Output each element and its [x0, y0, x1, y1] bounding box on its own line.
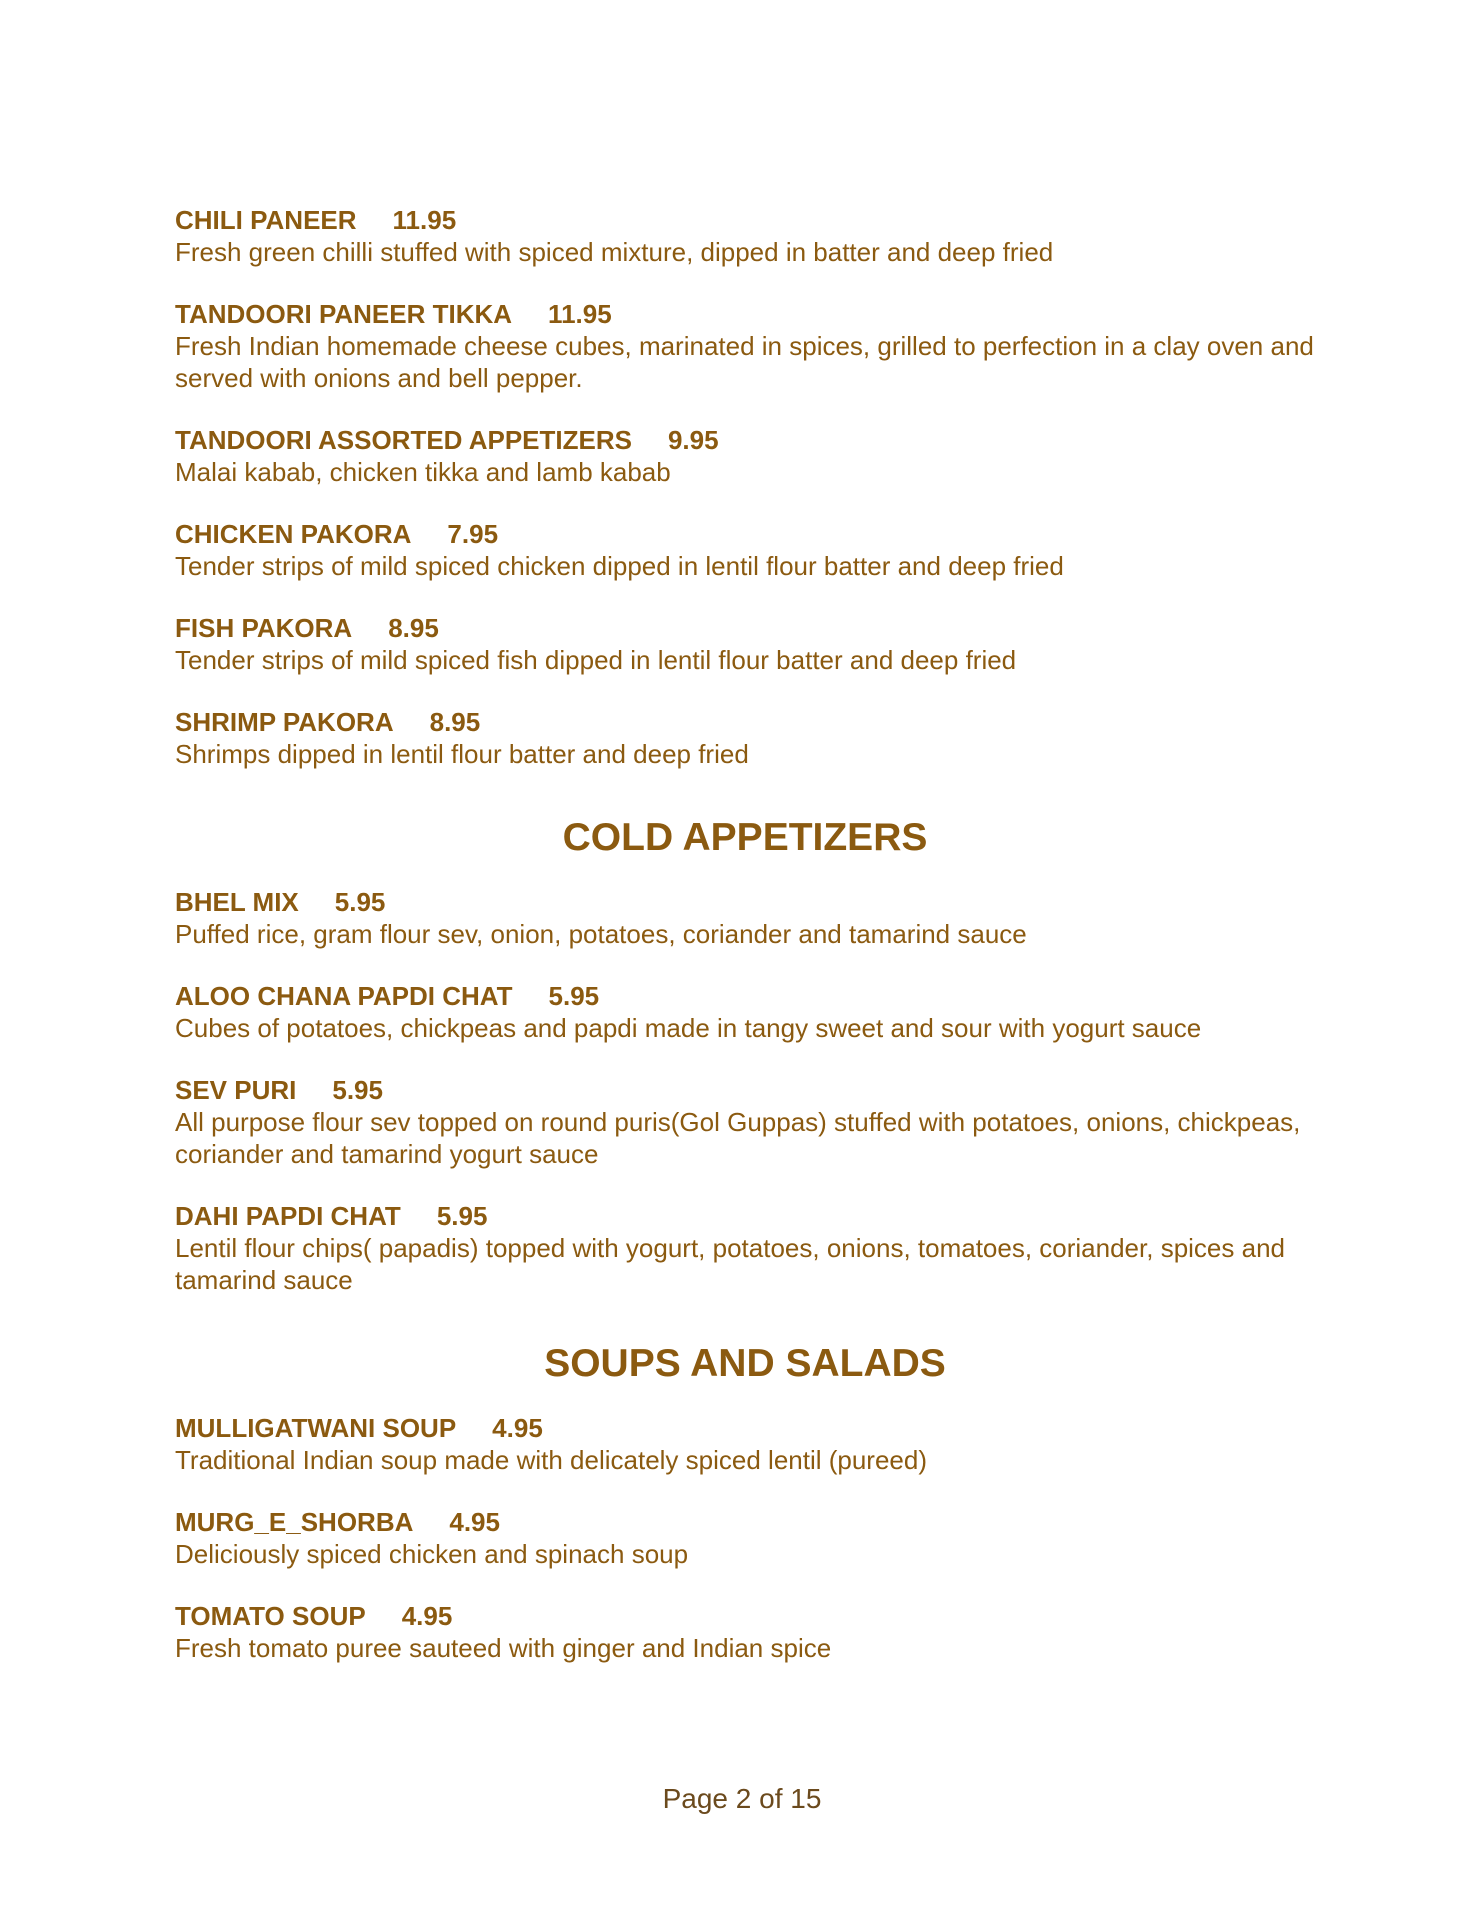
menu-item-heading — [175, 612, 1315, 644]
menu-item-price: 11.95 — [548, 299, 612, 329]
menu-item-name: TANDOORI PANEER TIKKA — [175, 299, 513, 329]
menu-item-heading — [175, 424, 1315, 456]
menu-item-dahi-papdi-chat — [175, 1200, 1315, 1296]
menu-item-price: 5.95 — [436, 1201, 488, 1231]
menu-item-sev-puri — [175, 1074, 1315, 1170]
menu-item-bhel-mix — [175, 886, 1315, 950]
menu-item-chicken-pakora — [175, 518, 1315, 582]
menu-item-fish-pakora — [175, 612, 1315, 676]
menu-item-description: Tender strips of mild spiced chicken dipped in lentil flour batter and deep fried — [175, 551, 1064, 581]
menu-item-heading — [175, 298, 1315, 330]
menu-item-price: 4.95 — [492, 1413, 543, 1443]
menu-item-heading — [175, 1412, 1315, 1444]
section-title-soups-and-salads: SOUPS AND SALADS — [544, 1342, 946, 1385]
menu-item-heading — [175, 1600, 1315, 1632]
menu-item-murg-e-shorba — [175, 1506, 1315, 1570]
menu-item-tandoori-paneer-tikka — [175, 298, 1315, 394]
menu-item-price: 4.95 — [449, 1507, 500, 1537]
menu-item-description: Lentil flour chips( papadis) topped with yogurt, potatoes, onions, tomatoes, coriander, spices and tamarind sauce — [175, 1233, 1285, 1295]
menu-item-description: Shrimps dipped in lentil flour batter and deep fried — [175, 739, 749, 769]
menu-item-description: Fresh tomato puree sauteed with ginger and Indian spice — [175, 1633, 832, 1663]
menu-item-price: 7.95 — [447, 519, 499, 549]
menu-item-heading — [175, 1200, 1315, 1232]
menu-item-name: CHILI PANEER — [175, 205, 357, 235]
menu-item-price: 4.95 — [401, 1601, 453, 1631]
menu-item-name: DAHI PAPDI CHAT — [175, 1201, 401, 1231]
menu-item-heading — [175, 980, 1315, 1012]
menu-item-price: 11.95 — [392, 205, 457, 235]
menu-item-tandoori-assorted-appetizers — [175, 424, 1315, 488]
menu-item-description: Malai kabab, chicken tikka and lamb kabab — [175, 457, 671, 487]
menu-item-name: TOMATO SOUP — [175, 1601, 366, 1631]
menu-item-description: Traditional Indian soup made with delicately spiced lentil (pureed) — [175, 1445, 928, 1475]
menu-item-name: SHRIMP PAKORA — [175, 707, 394, 737]
menu-item-description: Puffed rice, gram flour sev, onion, potatoes, coriander and tamarind sauce — [175, 919, 1027, 949]
menu-item-heading — [175, 518, 1315, 550]
menu-item-shrimp-pakora — [175, 706, 1315, 770]
menu-item-heading — [175, 1074, 1315, 1106]
menu-item-heading — [175, 886, 1315, 918]
section-title-cold-appetizers: COLD APPETIZERS — [562, 816, 928, 859]
menu-item-price: 8.95 — [429, 707, 481, 737]
menu-item-name: TANDOORI ASSORTED APPETIZERS — [175, 425, 632, 455]
menu-item-aloo-chana-papdi-chat — [175, 980, 1315, 1044]
menu-item-heading — [175, 1506, 1315, 1538]
menu-item-tomato-soup — [175, 1600, 1315, 1664]
menu-item-mulligatwani-soup — [175, 1412, 1315, 1476]
menu-item-heading — [175, 204, 1315, 236]
menu-item-price: 5.95 — [332, 1075, 383, 1105]
menu-item-description: Tender strips of mild spiced fish dipped in lentil flour batter and deep fried — [175, 645, 1017, 675]
menu-item-description: Deliciously spiced chicken and spinach soup — [175, 1539, 689, 1569]
menu-item-price: 9.95 — [667, 425, 719, 455]
menu-item-price: 5.95 — [548, 981, 600, 1011]
menu-content — [175, 204, 1315, 1694]
menu-item-name: BHEL MIX — [175, 887, 299, 917]
menu-item-price: 8.95 — [388, 613, 439, 643]
menu-item-heading — [175, 706, 1315, 738]
menu-item-name: ALOO CHANA PAPDI CHAT — [175, 981, 513, 1011]
menu-item-chili-paneer — [175, 204, 1315, 268]
menu-item-description: Cubes of potatoes, chickpeas and papdi made in tangy sweet and sour with yogurt sauce — [175, 1013, 1202, 1043]
menu-item-description: Fresh Indian homemade cheese cubes, marinated in spices, grilled to perfection in a clay oven and served with onions and bell pepper. — [175, 331, 1314, 393]
menu-item-price: 5.95 — [334, 887, 386, 917]
menu-item-description: All purpose flour sev topped on round puris(Gol Guppas) stuffed with potatoes, onions, chickpeas, coriander and tamarind yogurt sauce — [175, 1107, 1301, 1169]
menu-item-name: MURG_E_SHORBA — [175, 1507, 414, 1537]
menu-item-name: FISH PAKORA — [175, 613, 353, 643]
menu-item-name: CHICKEN PAKORA — [175, 519, 412, 549]
menu-item-description: Fresh green chilli stuffed with spiced mixture, dipped in batter and deep fried — [175, 237, 1054, 267]
menu-item-name: SEV PURI — [175, 1075, 297, 1105]
menu-item-name: MULLIGATWANI SOUP — [175, 1413, 457, 1443]
page-number-footer: Page 2 of 15 — [662, 1783, 822, 1814]
